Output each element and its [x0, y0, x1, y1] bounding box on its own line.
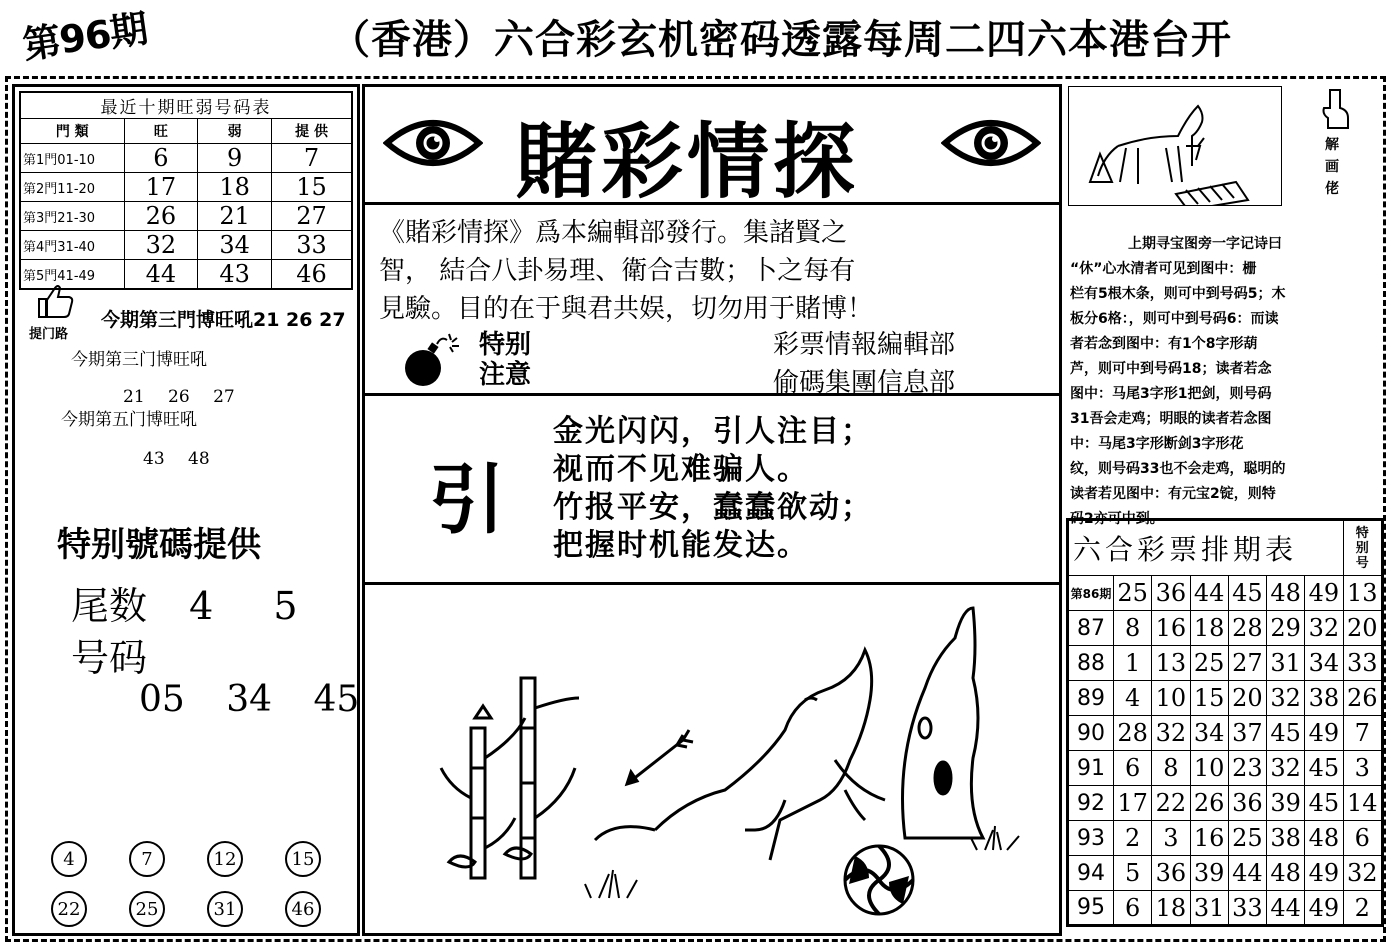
special-number-cell: 3 [1343, 751, 1383, 786]
puzzle-illustration [365, 588, 1059, 933]
number-cell: 44 [1190, 576, 1228, 611]
hint-line: 者若念到图中：有1个8字形葫 [1070, 336, 1258, 352]
table-row [1068, 786, 1383, 821]
number-cell: 39 [1190, 856, 1228, 891]
table-row [1068, 681, 1383, 716]
number-cell: 26 [1190, 786, 1228, 821]
code-number: 45 [313, 679, 360, 720]
number-ball: 15 [285, 841, 321, 877]
intro-line: 見驗。目的在于與君共娱，切勿用于賭博！ [379, 294, 874, 324]
tail-value: 4 [189, 584, 214, 628]
table-row [20, 144, 352, 173]
number-cell: 31 [1190, 891, 1228, 926]
number-cell: 16 [1152, 611, 1190, 646]
number-cell: 1 [1114, 646, 1152, 681]
ball-drawing [845, 846, 913, 914]
number-cell: 8 [1152, 751, 1190, 786]
verse-line: 金光闪闪，引人注目； [553, 414, 873, 449]
hint-line: 芦，则可中到号码18；读者若念 [1070, 361, 1272, 377]
period-cell: 87 [1068, 611, 1114, 646]
number-cell: 32 [1267, 681, 1305, 716]
number-cell: 28 [1228, 611, 1266, 646]
offer-number: 15 [272, 173, 352, 202]
number-cell: 45 [1305, 751, 1343, 786]
number-cell: 38 [1267, 821, 1305, 856]
special-header-char: 别 [1355, 540, 1369, 556]
hint-line: “休”心水清者可见到图中：栅 [1070, 261, 1257, 277]
number-cell: 25 [1228, 821, 1266, 856]
center-panel [362, 84, 1062, 936]
intro-line: 《賭彩情探》爲本編輯部發行。集諸賢之 [379, 218, 848, 248]
trend-header-offer: 提 供 [272, 119, 352, 144]
number-cell: 49 [1305, 716, 1343, 751]
trend-header-gate: 門 類 [20, 119, 124, 144]
schedule-rows [1068, 576, 1383, 926]
period-cell: 90 [1068, 716, 1114, 751]
brand-title: 賭彩情探 [515, 114, 860, 210]
number-cell: 44 [1228, 856, 1266, 891]
number-cell: 32 [1152, 716, 1190, 751]
special-number-cell: 13 [1343, 576, 1383, 611]
number-cell: 36 [1152, 576, 1190, 611]
table-row [20, 231, 352, 260]
period-cell: 93 [1068, 821, 1114, 856]
table-row [20, 202, 352, 231]
table-row [1068, 611, 1383, 646]
trend-table-caption: 最近十期旺弱号码表 [20, 92, 352, 119]
hint-line: 码2亦可中到。 [1070, 511, 1164, 527]
number-cell: 34 [1305, 646, 1343, 681]
offer-number: 46 [272, 260, 352, 290]
period-cell: 94 [1068, 856, 1114, 891]
number-cell: 44 [1267, 891, 1305, 926]
notice-label [479, 330, 531, 390]
verse-line: 视而不见难骗人。 [553, 452, 809, 487]
period-cell: 88 [1068, 646, 1114, 681]
decode-label-char: 佬 [1325, 181, 1339, 197]
special-header-char: 特 [1355, 525, 1369, 541]
number-cell: 13 [1152, 646, 1190, 681]
tip-numbers-fifth-gate: 43 48 [143, 449, 210, 469]
number-cell: 22 [1152, 786, 1190, 821]
number-cell: 10 [1152, 681, 1190, 716]
number-cell: 33 [1228, 891, 1266, 926]
hint-line: 栏有5根木条，则可中到号码5；木 [1070, 286, 1286, 302]
verse-line: 竹报平安，蠢蠢欲动； [553, 490, 873, 525]
number-cell: 48 [1267, 856, 1305, 891]
tail-row [71, 575, 298, 630]
offer-number: 27 [272, 202, 352, 231]
hint-line: 中：马尾3字形断剑3字形花 [1070, 436, 1244, 452]
number-cell: 8 [1114, 611, 1152, 646]
decode-label [1320, 134, 1344, 200]
number-cell: 27 [1228, 646, 1266, 681]
notice-line: 特别 [479, 330, 532, 360]
riddle-character: 引 [429, 455, 505, 544]
table-row [1068, 821, 1383, 856]
number-cell: 17 [1114, 786, 1152, 821]
number-cell: 18 [1190, 611, 1228, 646]
eye-icon [941, 115, 1041, 171]
number-cell: 36 [1152, 856, 1190, 891]
special-number-cell: 26 [1343, 681, 1383, 716]
table-row [1068, 576, 1383, 611]
pointing-hand-icon [1320, 86, 1350, 132]
schedule-title: 六合彩票排期表 [1068, 520, 1344, 576]
department-names [773, 326, 955, 402]
offer-number: 33 [272, 231, 352, 260]
number-cell: 2 [1114, 821, 1152, 856]
table-row [20, 173, 352, 202]
gate-label: 第3門21-30 [20, 202, 124, 231]
code-numbers [139, 679, 389, 720]
table-row [1068, 856, 1383, 891]
table-row [1068, 646, 1383, 681]
tail-label: 尾数 [71, 584, 148, 628]
special-number-cell: 7 [1343, 716, 1383, 751]
hot-number: 6 [124, 144, 198, 173]
hot-number: 17 [124, 173, 198, 202]
gate-label: 第2門11-20 [20, 173, 124, 202]
weak-number: 43 [198, 260, 272, 290]
number-cell: 37 [1228, 716, 1266, 751]
decode-label-char: 解 [1325, 137, 1339, 153]
number-cell: 23 [1228, 751, 1266, 786]
tail-value: 5 [273, 584, 298, 628]
period-cell: 95 [1068, 891, 1114, 926]
number-ball: 22 [51, 891, 87, 927]
number-cell: 32 [1305, 611, 1343, 646]
hint-line: 上期寻宝图旁一字记诗曰 [1128, 236, 1282, 252]
decode-hint-text [1070, 232, 1386, 532]
tip-line-main: 今期第三門博旺吼21 26 27 [101, 309, 346, 331]
number-cell: 39 [1267, 786, 1305, 821]
previous-puzzle-picture [1068, 86, 1282, 206]
number-cell: 49 [1305, 576, 1343, 611]
number-cell: 25 [1190, 646, 1228, 681]
decode-label-char: 画 [1325, 159, 1339, 175]
gate-label: 第1門01-10 [20, 144, 124, 173]
hint-line: 31吾会走鸡；明眼的读者若念图 [1070, 411, 1272, 427]
thumbs-up-icon [35, 283, 75, 319]
number-cell: 20 [1228, 681, 1266, 716]
bamboo-drawing [441, 678, 579, 878]
number-cell: 6 [1114, 751, 1152, 786]
special-number-cell: 14 [1343, 786, 1383, 821]
hint-line: 纹，则号码33也不会走鸡，聪明的 [1070, 461, 1286, 477]
period-cell: 92 [1068, 786, 1114, 821]
number-cell: 5 [1114, 856, 1152, 891]
special-title: 特别號碼提供 [57, 525, 261, 565]
riddle-section [365, 399, 1059, 585]
ball-grid [51, 841, 351, 927]
number-ball: 7 [129, 841, 165, 877]
gate-label: 第4門31-40 [20, 231, 124, 260]
intro-text [379, 214, 1059, 328]
number-ball: 46 [285, 891, 321, 927]
table-row [1068, 716, 1383, 751]
number-cell: 38 [1305, 681, 1343, 716]
weak-number: 21 [198, 202, 272, 231]
code-number: 34 [226, 679, 273, 720]
special-number-cell: 20 [1343, 611, 1383, 646]
period-cell: 91 [1068, 751, 1114, 786]
tip-line-fifth-gate: 今期第五门博旺吼 [61, 410, 197, 430]
gate-label: 第5門41-49 [20, 260, 124, 290]
hot-number: 44 [124, 260, 198, 290]
special-number-cell: 33 [1343, 646, 1383, 681]
brand-banner [365, 87, 1059, 210]
offer-number: 7 [272, 144, 352, 173]
period-cell: 第86期 [1068, 576, 1114, 611]
number-cell: 15 [1190, 681, 1228, 716]
number-cell: 10 [1190, 751, 1228, 786]
intro-line: 智， 結合八卦易理、衛合吉數；卜之每有 [379, 256, 856, 286]
period-cell: 89 [1068, 681, 1114, 716]
bomb-icon [401, 332, 463, 388]
hint-line: 读者若见图中：有元宝2锭，则特 [1070, 486, 1276, 502]
special-number-cell: 32 [1343, 856, 1383, 891]
rock-drawing [903, 608, 984, 838]
number-cell: 34 [1190, 716, 1228, 751]
number-cell: 3 [1152, 821, 1190, 856]
table-row [1068, 751, 1383, 786]
number-ball: 31 [207, 891, 243, 927]
code-label: 号码 [71, 636, 148, 680]
arrow-drawing [627, 730, 693, 784]
issue-number: 第96期 [20, 6, 150, 68]
number-cell: 48 [1267, 576, 1305, 611]
number-cell: 29 [1267, 611, 1305, 646]
number-cell: 45 [1267, 716, 1305, 751]
number-ball: 12 [207, 841, 243, 877]
schedule-table [1066, 518, 1384, 927]
trend-table [19, 91, 353, 290]
number-cell: 25 [1114, 576, 1152, 611]
tip-label: 提门路 [29, 327, 69, 342]
number-cell: 18 [1152, 891, 1190, 926]
right-panel [1064, 84, 1386, 936]
number-cell: 45 [1228, 576, 1266, 611]
trend-header-weak: 弱 [198, 119, 272, 144]
number-cell: 32 [1267, 751, 1305, 786]
tip-numbers-third-gate: 21 26 27 [123, 387, 235, 407]
verse-line: 把握时机能发达。 [553, 528, 809, 563]
number-cell: 48 [1305, 821, 1343, 856]
department-line: 彩票情報編輯部 [773, 330, 956, 360]
department-line: 偷碼集團信息部 [773, 368, 956, 398]
special-number-cell: 6 [1343, 821, 1383, 856]
special-number-header [1343, 520, 1383, 576]
intro-section [365, 208, 1059, 396]
weak-number: 34 [198, 231, 272, 260]
number-cell: 49 [1305, 891, 1343, 926]
notice-line: 注意 [479, 360, 532, 390]
hot-number: 32 [124, 231, 198, 260]
number-cell: 31 [1267, 646, 1305, 681]
hint-line: 图中：马尾3字形1把剑，则号码 [1070, 386, 1272, 402]
weak-number: 9 [198, 144, 272, 173]
eye-icon [383, 115, 483, 171]
number-cell: 49 [1305, 856, 1343, 891]
number-cell: 36 [1228, 786, 1266, 821]
number-cell: 45 [1305, 786, 1343, 821]
hint-line: 板分6格：，则可中到号码6：而读 [1070, 311, 1279, 327]
weak-number: 18 [198, 173, 272, 202]
special-header-char: 号 [1355, 555, 1369, 571]
page-headline: （香港）六合彩玄机密码透露每周二四六本港台开 [330, 17, 1232, 63]
number-ball: 25 [129, 891, 165, 927]
left-panel [12, 84, 360, 936]
hot-number: 26 [124, 202, 198, 231]
tip-line-third-gate: 今期第三门博旺吼 [71, 350, 207, 370]
number-ball: 4 [51, 841, 87, 877]
special-number-cell: 2 [1343, 891, 1383, 926]
code-number: 05 [139, 679, 185, 720]
trend-header-hot: 旺 [124, 119, 198, 144]
number-cell: 16 [1190, 821, 1228, 856]
number-cell: 6 [1114, 891, 1152, 926]
table-row [1068, 891, 1383, 926]
riddle-verse [553, 413, 873, 565]
animal-drawing [595, 650, 885, 860]
number-cell: 4 [1114, 681, 1152, 716]
number-cell: 28 [1114, 716, 1152, 751]
